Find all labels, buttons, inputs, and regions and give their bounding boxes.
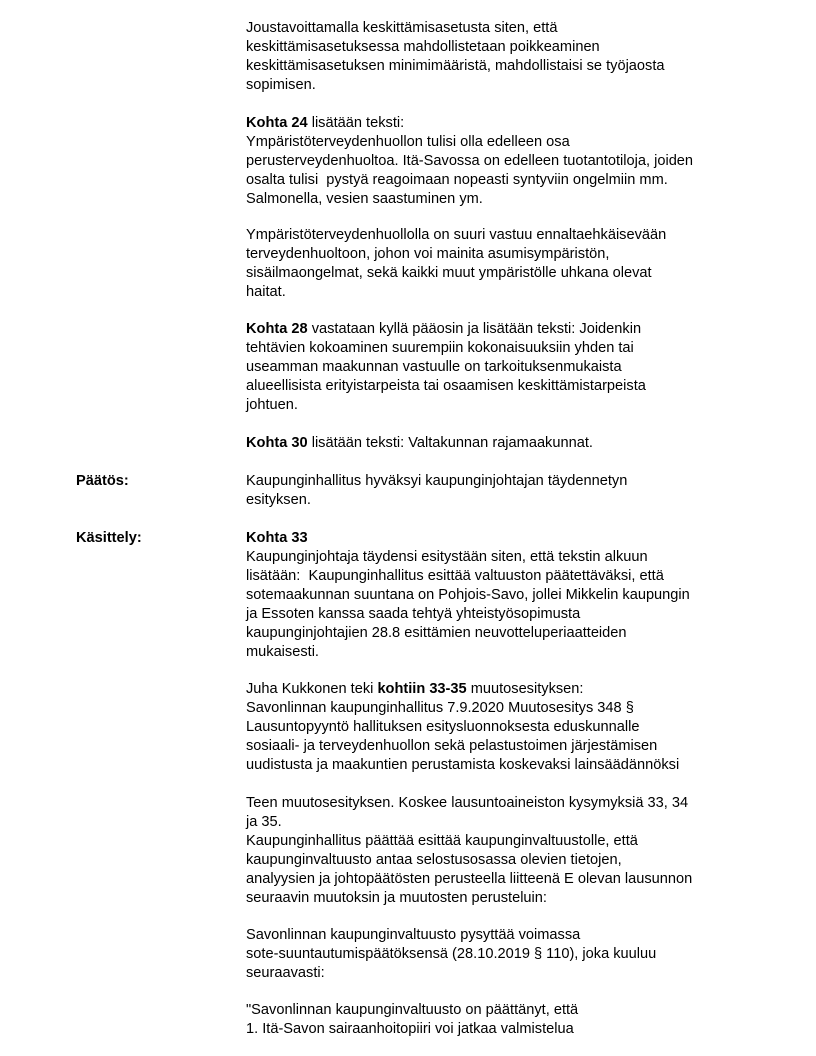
text-line: keskittämisasetuksessa mahdollistetaan poikkeaminen [246, 39, 600, 55]
text-line: analyysien ja johtopäätösten perusteella liitteenä E olevan lausunnon [246, 871, 693, 887]
text-line: sotemaakunnan suuntana on Pohjois-Savo, jollei Mikkelin kaupungin [246, 587, 690, 603]
text-line: keskittämisasetuksen minimimääristä, mahdollistaisi se työjaosta [246, 58, 665, 74]
text-line: Savonlinnan kaupunginvaltuusto pysyttää voimassa [246, 927, 581, 943]
text-line [246, 529, 766, 548]
text-line: mukaisesti. [246, 644, 319, 660]
text-line: lisätään: Kaupunginhallitus esittää valtuuston päätettäväksi, että [246, 568, 664, 584]
text-span: vastataan kyllä pääosin ja lisätään teksti: Joidenkin [307, 321, 642, 337]
text-line: Ympäristöterveydenhuollon tulisi olla edelleen osa [246, 134, 570, 150]
section-ref: Kohta 33 [246, 530, 308, 546]
text-line: Salmonella, vesien saastuminen ym. [246, 191, 483, 207]
text-line: esityksen. [246, 492, 311, 508]
section-ref: Kohta 24 [246, 115, 308, 131]
paragraph-paatos [246, 472, 766, 510]
text-line: Ympäristöterveydenhuollolla on suuri vastuu ennaltaehkäisevään [246, 227, 667, 243]
text-line: haitat. [246, 284, 286, 300]
section-ref: kohtiin 33-35 [377, 681, 467, 697]
paragraph-keskittamisasetus [246, 19, 766, 95]
section-ref: Kohta 30 [246, 435, 308, 451]
text-line: "Savonlinnan kaupunginvaltuusto on päättänyt, että [246, 1002, 579, 1018]
text-line: kaupunginvaltuusto antaa selostusosassa olevien tietojen, [246, 852, 622, 868]
text-line [246, 680, 766, 699]
text-line: sosiaali- ja terveydenhuollon sekä pelastustoimen järjestämisen [246, 738, 658, 754]
text-line: tehtävien kokoaminen suurempiin kokonaisuuksiin yhden tai [246, 340, 634, 356]
paragraph-muutosesitys [246, 680, 766, 775]
text-line: useamman maakunnan vastuulle on tarkoituksenmukaista [246, 359, 622, 375]
text-line: Kaupunginhallitus päättää esittää kaupunginvaltuustolle, että [246, 833, 638, 849]
text-span: muutosesityksen: [466, 681, 584, 697]
paragraph-kohta-33 [246, 529, 766, 662]
text-line: 1. Itä-Savon sairaanhoitopiiri voi jatkaa valmistelua [246, 1021, 574, 1037]
text-line: seuraavasti: [246, 965, 325, 981]
text-line: Joustavoittamalla keskittämisasetusta siten, että [246, 20, 558, 36]
text-span: lisätään teksti: [307, 115, 405, 131]
text-line [246, 434, 766, 453]
paragraph-suuntautumispaatos [246, 926, 766, 983]
text-line: sopimisen. [246, 77, 316, 93]
text-line: osalta tulisi pystyä reagoimaan nopeasti syntyviin ongelmiin mm. [246, 172, 668, 188]
text-span: lisätään teksti: Valtakunnan rajamaakunnat. [307, 435, 593, 451]
text-line: terveydenhuoltoon, johon voi mainita asumisympäristön, [246, 246, 610, 262]
text-line: sisäilmaongelmat, sekä kaikki muut ympäristölle uhkana olevat [246, 265, 652, 281]
paragraph-kohta-28 [246, 320, 766, 415]
text-line: alueellisista erityistarpeista tai osaamisen keskittämistarpeista [246, 378, 646, 394]
text-line: seuraavin muutoksin ja muutosten perusteluin: [246, 890, 547, 906]
paragraph-kohta-30 [246, 434, 766, 453]
text-line: Kaupunginhallitus hyväksyi kaupunginjohtajan täydennetyn [246, 473, 628, 489]
section-ref: Kohta 28 [246, 321, 308, 337]
text-line: johtuen. [246, 397, 298, 413]
label-kasittely: Käsittely: [76, 530, 142, 546]
text-line: ja Essoten kanssa saada tehtyä yhteistyösopimusta [246, 606, 581, 622]
paragraph-quote [246, 1001, 766, 1039]
label-paatos: Päätös: [76, 473, 129, 489]
text-line: uudistusta ja maakuntien perustamista koskevaksi lainsäädännöksi [246, 757, 680, 773]
paragraph-ymparistoterveydenhuolto [246, 226, 766, 302]
text-line: ja 35. [246, 814, 282, 830]
text-line: sote-suuntautumispäätöksensä (28.10.2019 § 110), joka kuuluu [246, 946, 657, 962]
text-line [246, 320, 766, 339]
text-span: Juha Kukkonen teki [246, 681, 378, 697]
text-line: Kaupunginjohtaja täydensi esitystään siten, että tekstin alkuun [246, 549, 648, 565]
text-line: Savonlinnan kaupunginhallitus 7.9.2020 Muutosesitys 348 § [246, 700, 634, 716]
text-line: perusterveydenhuoltoa. Itä-Savossa on edelleen tuotantotiloja, joiden [246, 153, 694, 169]
text-line: Teen muutosesityksen. Koskee lausuntoaineiston kysymyksiä 33, 34 [246, 795, 689, 811]
text-line: Lausuntopyyntö hallituksen esitysluonnoksesta eduskunnalle [246, 719, 640, 735]
text-line [246, 114, 766, 133]
paragraph-kohta-24 [246, 114, 766, 209]
paragraph-teen-muutosesityksen [246, 794, 766, 908]
text-line: kaupunginjohtajien 28.8 esittämien neuvotteluperiaatteiden [246, 625, 627, 641]
